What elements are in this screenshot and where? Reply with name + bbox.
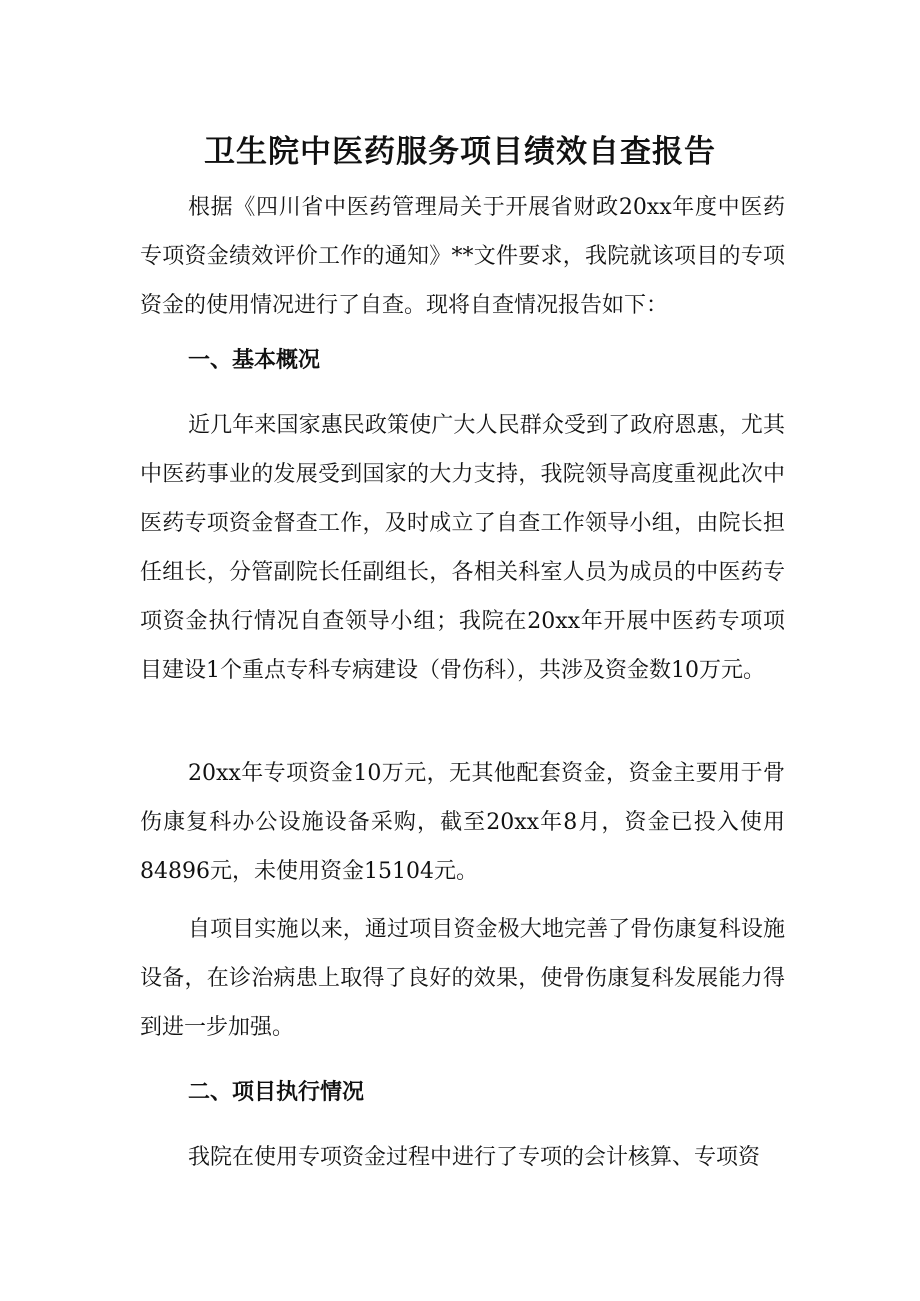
intro-paragraph: 根据《四川省中医药管理局关于开展省财政20xx年度中医药专项资金绩效评价工作的通知》**文件要求，我院就该项目的专项资金的使用情况进行了自查。现将自查情况报告如下： [140,195,785,318]
section1-paragraph-1: 近几年来国家惠民政策使广大人民群众受到了政府恩惠，尤其中医药事业的发展受到国家的大力支持，我院领导高度重视此次中医药专项资金督查工作，及时成立了自查工作领导小组，由院长担任组长，分管副院长任副组长，各相关科室人员为成员的中医药专项资金执行情况自查领导小组；我院在20xx年开展中医药专项项目建设1个重点专科专病建设（骨伤科），共涉及资金数10万元。 [140,413,785,683]
document-title: 卫生院中医药服务项目绩效自查报告 [204,134,716,170]
section-heading-basic-overview: 一、基本概况 [188,348,321,373]
section-heading-project-execution: 二、项目执行情况 [188,1080,365,1105]
section1-paragraph-3: 自项目实施以来，通过项目资金极大地完善了骨伤康复科设施设备，在诊治病患上取得了良好的效果，使骨伤康复科发展能力得到进一步加强。 [140,917,785,1040]
section1-paragraph-2: 20xx年专项资金10万元，无其他配套资金，资金主要用于骨伤康复科办公设施设备采购，截至20xx年8月，资金已投入使用84896元，未使用资金15104元。 [140,761,785,884]
section2-paragraph-1: 我院在使用专项资金过程中进行了专项的会计核算、专项资 [188,1145,761,1170]
